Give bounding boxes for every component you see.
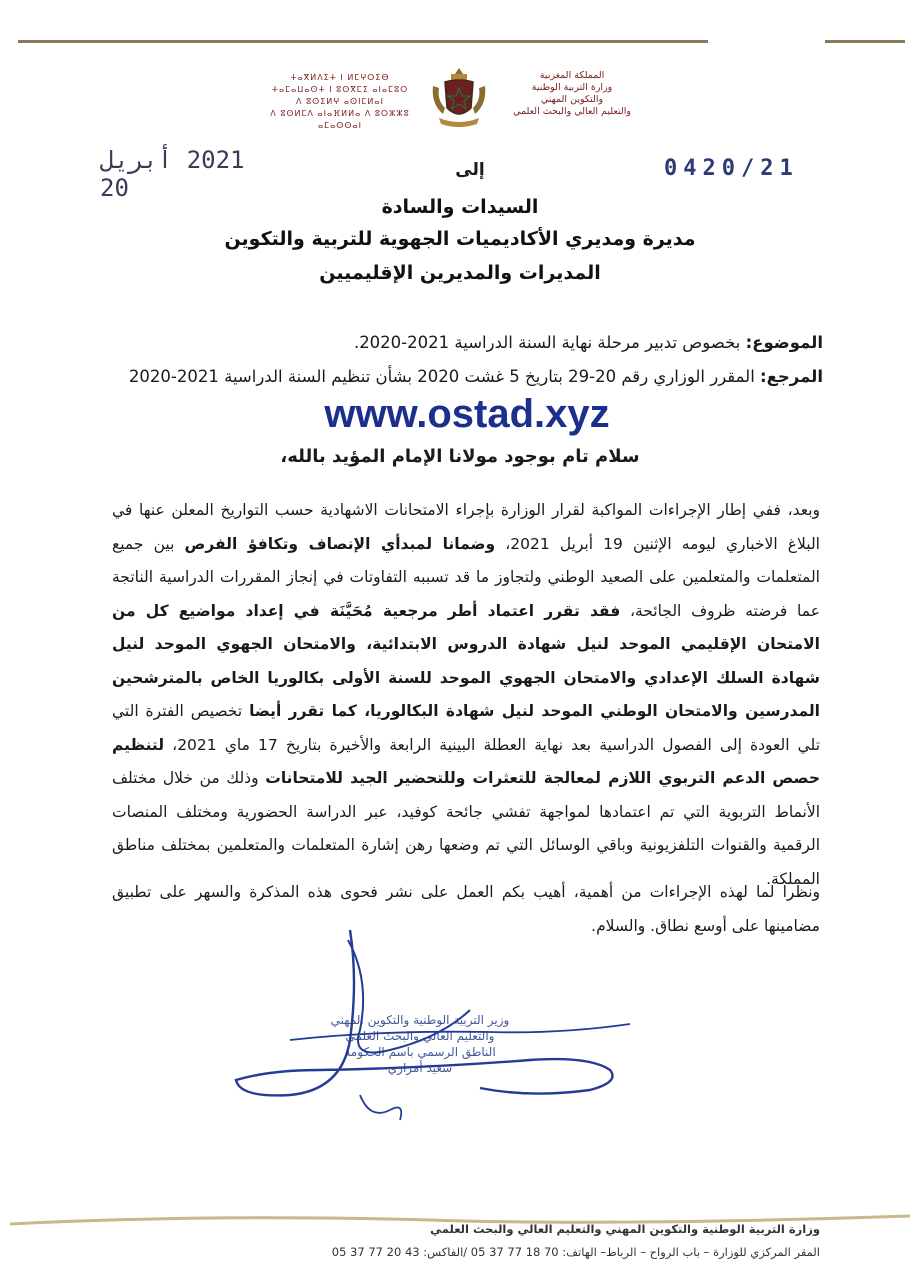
royal-emblem-icon [427, 64, 491, 130]
recipient-line: السيدات والسادة [381, 196, 539, 218]
stamp-line: سعيد أمزازي [387, 1061, 453, 1075]
reference-text: المقرر الوزاري رقم 20-29 بتاريخ 5 غشت 2020 بشأن تنظيم السنة الدراسية 2021-2020 [128, 367, 761, 386]
header-line: والتعليم العالي والبحث العلمي [513, 106, 631, 117]
watermark-link[interactable]: www.ostad.xyz [324, 392, 610, 436]
minister-stamp [290, 1012, 550, 1076]
body-text: وذلك من خلال مختلف الأنماط التربوية التي تم اعتمادها لمواجهة تفشي جائحة كوفيد، عبر الدراسة الحضورية ومختلف المنصات الرقمية والقنوات التلفزيونية وباقي الوسائل التي تم وضعها رهن إشارة المتعلمات والمتعلمين بمختلف مناطق المملكة. [112, 769, 820, 888]
body-text: تخصيص الفترة التي تلي العودة إلى الفصول الدراسية بعد نهاية العطلة البينية الرابعة والأخيرة بتاريخ 17 ماي 2021، [112, 702, 821, 754]
body-text: وبعد، ففي إطار الإجراءات المواكبة لقرار الوزارة بإجراء الامتحانات الاشهادية حسب التواريخ المعلن عنها في البلاغ الاخباري ليومه الإثنين 19 أبريل 2021، [112, 501, 820, 553]
header-rule-left [18, 40, 708, 43]
body-emphasis: وضمانا لمبدأي الإنصاف وتكافؤ الفرص [184, 534, 496, 553]
header-rule-right [825, 40, 905, 43]
subject-label: الموضوع: [745, 333, 823, 352]
header-line: وزارة التربية الوطنية [531, 82, 613, 93]
header-line: ⵜⴰⵎⴰⵡⴰⵙⵜ ⵏ ⵓⵙⴳⵎⵉ ⴰⵏⴰⵎⵓⵔ [271, 85, 409, 94]
header-line: والتكوين المهني [540, 94, 604, 105]
header-line: ⴷ ⵓⵙⵍⵎⴷ ⴰⵏⴰⴼⵍⵍⴰ ⴷ ⵓⵔⵣⵣⵓ ⴰⵎⴰⵙⵙⴰⵏ [270, 109, 410, 130]
footer-address: المقر المركزي للوزارة – باب الرواح – الرباط– الهاتف: 70 18 77 37 05 /الفاكس: 43 20 77 37 05 [331, 1245, 820, 1259]
body-text: بين جميع المتعلمات والمتعلمين على الصعيد الوطني ولتجاوز ما قد تسببه التفاوتات في إنجاز المقررات الدراسية الناتجة عما فرضته ظروف الجائحة، [112, 534, 820, 620]
reference-number-stamp: 0420/21 [664, 156, 799, 181]
header-line: المملكة المغربية [539, 70, 605, 81]
header-line: ⴷ ⵓⵙⵉⵍⵖ ⴰⵙⵏⵎⵍⴰⵏ [296, 97, 384, 106]
subject-line [103, 330, 823, 356]
body-paragraph-2: ونظرا لما لهذه الإجراءات من أهمية، أهيب بكم العمل على نشر فحوى هذه المذكرة والسهر على تطبيق مضامينها على أوسع نطاق. والسلام. [112, 883, 820, 935]
ministry-header-arabic [497, 70, 647, 118]
footer-ministry: وزارة التربية الوطنية والتكوين المهني والتعليم العالي والبحث العلمي [430, 1222, 820, 1236]
recipient-line: مديرة ومديري الأكاديميات الجهوية للتربية والتكوين [224, 228, 696, 250]
stamp-line: وزير التربية الوطنية والتكوين المهني [330, 1013, 510, 1027]
reference-line [103, 364, 823, 390]
body-emphasis: لتنظيم حصص الدعم التربوي اللازم لمعالجة للتعثرات وللتحضير الجيد للامتحانات [112, 735, 820, 787]
ministry-header-tifinagh [250, 72, 430, 132]
recipient-to: إلى [455, 160, 485, 180]
reference-label: المرجع: [760, 367, 823, 386]
body-paragraph-1 [112, 494, 820, 896]
date-stamp: 2021 أبريل 20 [100, 146, 245, 202]
recipient-line: المديرات والمديرين الإقليميين [319, 262, 601, 284]
salutation: سلام تام بوجود مولانا الإمام المؤيد بالله، [280, 446, 640, 467]
stamp-line: والتعليم العالي والبحث العلمي [345, 1029, 495, 1043]
body-emphasis: فقد تقرر اعتماد أطر مرجعية مُحَيَّنَة في إعداد مواضيع كل من الامتحان الإقليمي الموحد لنيل شهادة الدروس الابتدائية، والامتحان الجهوي الموحد لنيل شهادة السلك الإعدادي والامتحان الجهوي الموحد للسنة الأولى بكالوريا الخاص بالمترشحين المدرسين والامتحان الوطني الموحد لنيل شهادة البكالوريا، كما تقرر أيضا [112, 601, 820, 720]
stamp-line: الناطق الرسمي باسم الحكومة [344, 1045, 496, 1059]
header-line: ⵜⴰⴳⵍⴷⵉⵜ ⵏ ⵍⵎⵖⵔⵉⴱ [290, 73, 390, 82]
subject-text: بخصوص تدبير مرحلة نهاية السنة الدراسية 2021-2020. [353, 333, 746, 352]
